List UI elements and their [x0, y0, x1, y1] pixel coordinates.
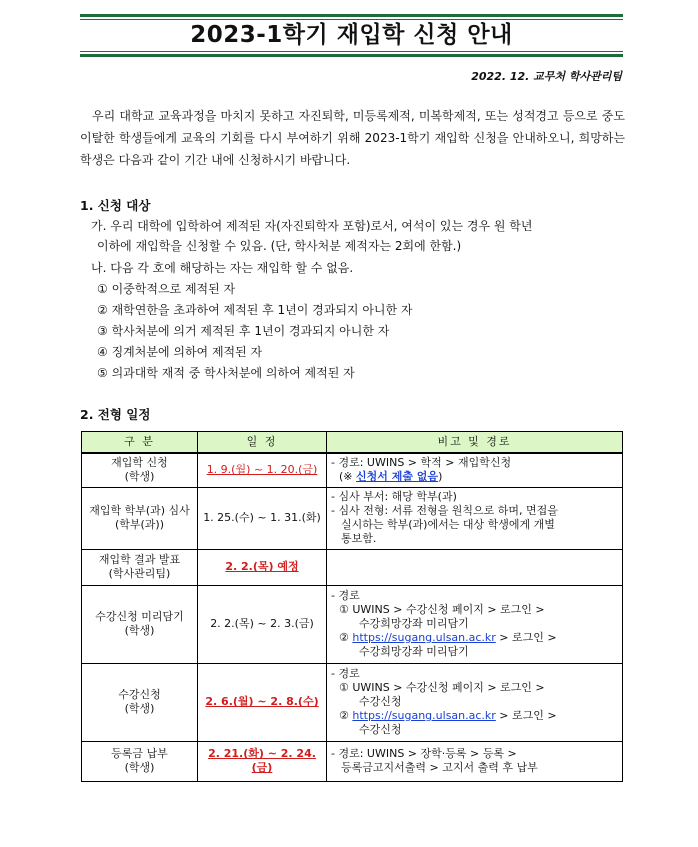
table-row — [82, 741, 623, 781]
table-row — [82, 663, 623, 741]
schedule-table — [81, 431, 623, 782]
column-header-category: 구 분 — [82, 432, 198, 454]
schedule-cell: 2. 2.(목) 예정 — [198, 549, 327, 585]
section1-item-b: 나. 다음 각 호에 해당하는 자는 재입학 할 수 없음. — [91, 261, 354, 275]
note-cell — [327, 549, 623, 585]
category-cell: 등록금 납부 (학생) — [82, 741, 198, 781]
table-header-row — [82, 432, 623, 454]
sugang-link[interactable]: https://sugang.ulsan.ac.kr — [352, 631, 496, 644]
note-cell: - 경로 ① UWINS > 수강신청 페이지 > 로그인 > 수강희망강좌 미리담기 ② https://sugang.ulsan.ac.kr > 로그인 > 수강희망강좌 미리담기 — [327, 585, 623, 663]
schedule-cell: 2. 6.(월) ~ 2. 8.(수) — [198, 663, 327, 741]
ineligible-item: ① 이중학적으로 제적된 자 — [97, 282, 236, 296]
note-cell: - 경로: UWINS > 학적 > 재입학신청 (※ 신청서 제출 없음) — [327, 453, 623, 487]
category-cell: 재입학 결과 발표 (학사관리팀) — [82, 549, 198, 585]
section1-item-a-line1: 가. 우리 대학에 입학하여 제적된 자(자진퇴학자 포함)로서, 여석이 있는 경우 원 학년 — [91, 219, 533, 233]
page-title: 2023-1학기 재입학 신청 안내 — [190, 22, 513, 48]
note-cell: - 경로: UWINS > 장학·등록 > 등록 > 등록금고지서출력 > 고지서 출력 후 납부 — [327, 741, 623, 781]
column-header-notes: 비고 및 경로 — [327, 432, 623, 454]
section1-item-a-line2: 이하에 재입학을 신청할 수 있음. (단, 학사처분 제적자는 2회에 한함.) — [97, 239, 462, 253]
category-cell: 수강신청 (학생) — [82, 663, 198, 741]
date-department: 2022. 12. 교무처 학사관리팀 — [471, 70, 622, 83]
ineligible-item: ② 재학연한을 초과하여 제적된 후 1년이 경과되지 아니한 자 — [97, 303, 413, 317]
ineligible-item: ③ 학사처분에 의거 제적된 후 1년이 경과되지 아니한 자 — [97, 324, 390, 338]
sugang-link[interactable]: https://sugang.ulsan.ac.kr — [352, 709, 496, 722]
table-row — [82, 585, 623, 663]
section2-heading: 2. 전형 일정 — [80, 407, 151, 422]
category-cell: 재입학 신청 (학생) — [82, 453, 198, 487]
category-cell: 수강신청 미리담기 (학생) — [82, 585, 198, 663]
note-cell: - 심사 부서: 해당 학부(과) - 심사 전형: 서류 전형을 원칙으로 하며, 면접을 실시하는 학부(과)에서는 대상 학생에게 개별 통보함. — [327, 487, 623, 549]
schedule-cell: 2. 2.(목) ~ 2. 3.(금) — [198, 585, 327, 663]
schedule-cell: 1. 25.(수) ~ 1. 31.(화) — [198, 487, 327, 549]
schedule-cell: 2. 21.(화) ~ 2. 24.(금) — [198, 741, 327, 781]
schedule-cell: 1. 9.(월) ~ 1. 20.(금) — [198, 453, 327, 487]
table-row — [82, 549, 623, 585]
intro-paragraph: 우리 대학교 교육과정을 마치지 못하고 자진퇴학, 미등록제적, 미복학제적, 또는 성적경고 등으로 중도 이탈한 학생들에게 교육의 기회를 다시 부여하기 위해 2023-1학기 재입학 신청을 안내하오니, 희망하는 학생은 다음과 같이 기간 내에 신청하시기 바랍니다. — [80, 109, 625, 167]
title-bottom-rule — [80, 51, 623, 57]
no-document-notice: 신청서 제출 없음 — [356, 470, 439, 484]
section1-heading: 1. 신청 대상 — [80, 198, 151, 213]
column-header-schedule: 일 정 — [198, 432, 327, 454]
table-row — [82, 453, 623, 487]
table-row — [82, 487, 623, 549]
ineligible-item: ④ 징계처분에 의하여 제적된 자 — [97, 345, 263, 359]
ineligible-item: ⑤ 의과대학 재적 중 학사처분에 의하여 제적된 자 — [97, 366, 355, 380]
category-cell: 재입학 학부(과) 심사 (학부(과)) — [82, 487, 198, 549]
note-cell: - 경로 ① UWINS > 수강신청 페이지 > 로그인 > 수강신청 ② https://sugang.ulsan.ac.kr > 로그인 > 수강신청 — [327, 663, 623, 741]
